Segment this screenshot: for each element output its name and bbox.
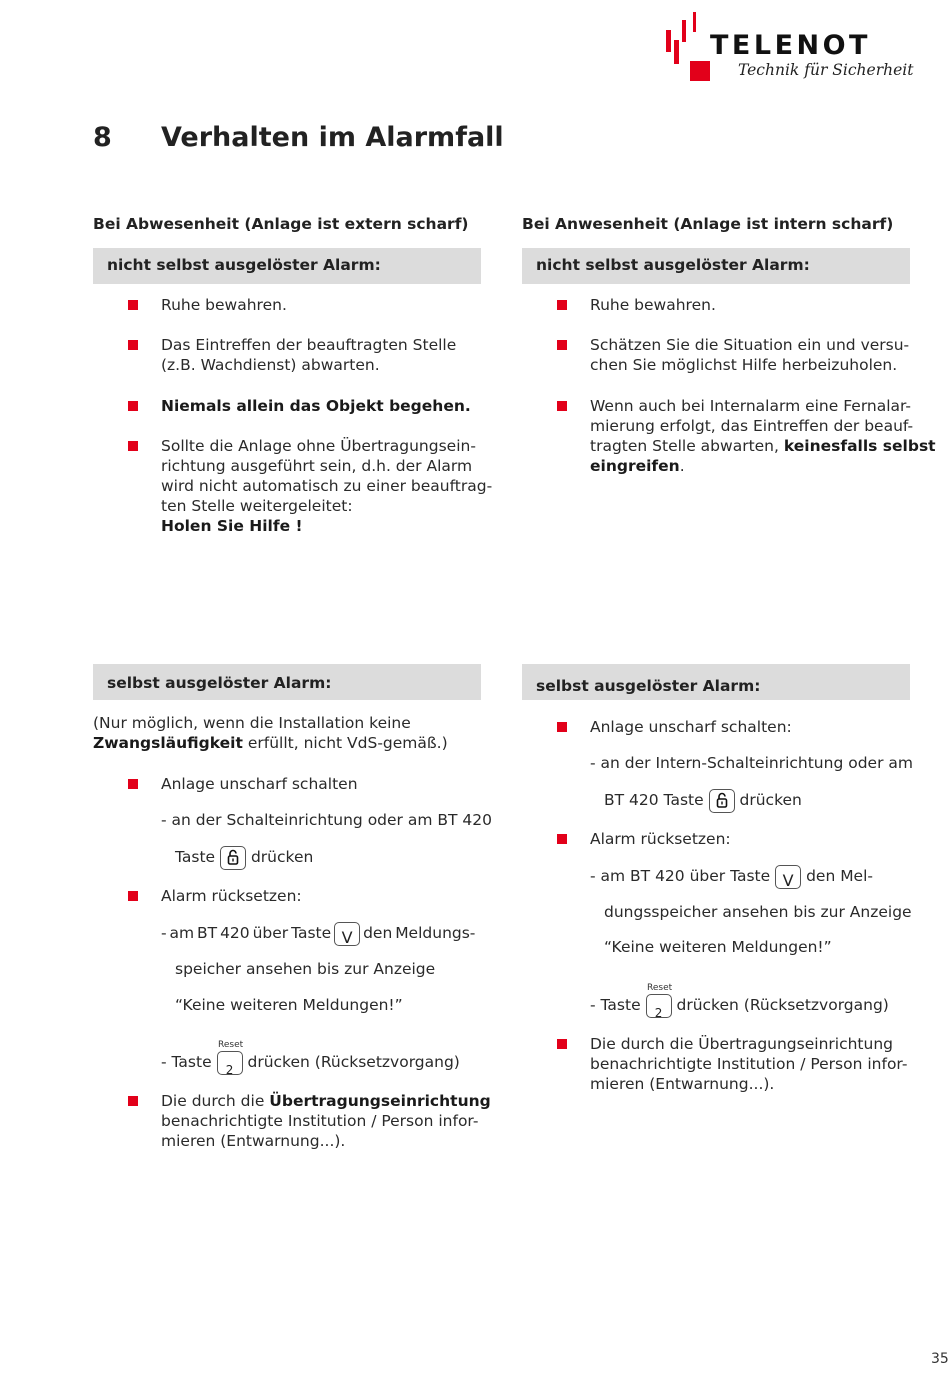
unlock-icon [221, 847, 245, 869]
right-step2-reset: - Taste 2 drücken (Rücksetzvorgang) [590, 991, 889, 1019]
left-item-3: Niemals allein das Objekt begehen. [161, 397, 471, 415]
left-section1-bar [93, 248, 481, 284]
left-item-4: Sollte die Anlage ohne Übertragungsein- richtung ausgeführt sein, d.h. der Alarm wird nicht automatisch zu einer beauftrag- ten Stelle weitergeleitet: Holen Sie Hilfe ! [161, 437, 493, 535]
bullet-icon [128, 401, 138, 411]
right-section2-bar [522, 664, 910, 700]
left-section2-bar [93, 664, 481, 700]
left-step2-line2: speicher ansehen bis zur Anzeige [175, 960, 436, 978]
bullet-icon [557, 340, 567, 350]
bullet-icon [128, 441, 138, 451]
left-section1-title: nicht selbst ausgelöster Alarm: [107, 256, 381, 274]
bullet-icon [128, 1096, 138, 1106]
right-step1-sub2: BT 420 Taste drücken [604, 786, 802, 814]
bullet-icon [557, 834, 567, 844]
telenot-logo-mark [664, 12, 712, 82]
right-step2: Alarm rücksetzen: [590, 830, 731, 848]
unlock-key-button [709, 789, 735, 813]
bullet-icon [128, 300, 138, 310]
left-section2-title: selbst ausgelöster Alarm: [107, 674, 332, 692]
unlock-key-button [220, 846, 246, 870]
right-step1-sub: - an der Intern-Schalteinrichtung oder am [590, 754, 913, 772]
right-section2-title: selbst ausgelöster Alarm: [536, 677, 761, 695]
left-item-2: Das Eintreffen der beauftragten Stelle (z.B. Wachdienst) abwarten. [161, 336, 457, 374]
left-heading: Bei Abwesenheit (Anlage ist extern scharf) [93, 215, 469, 233]
brand-tagline: Technik für Sicherheit [738, 61, 914, 79]
right-step2-line3: “Keine weiteren Meldungen!” [604, 938, 832, 956]
unlock-icon [710, 790, 734, 812]
chapter-number: 8 [93, 122, 112, 153]
chapter-title: Verhalten im Alarmfall [161, 122, 504, 153]
left-intro: (Nur möglich, wenn die Installation keine Zwangsläufigkeit erfüllt, nicht VdS-gemäß.) [93, 714, 448, 752]
down-key-button [334, 922, 360, 946]
reset-key-button: 2 [646, 994, 672, 1018]
left-step1-sub: - an der Schalteinrichtung oder am BT 420 [161, 811, 492, 829]
bullet-icon [557, 300, 567, 310]
right-step3: Die durch die Übertragungseinrichtung benachrichtigte Institution / Person infor- mieren (Entwarnung...). [590, 1035, 908, 1093]
brand-name: TELENOT [710, 30, 871, 61]
left-step2-reset: - Taste 2 drücken (Rücksetzvorgang) [161, 1048, 460, 1076]
bullet-icon [128, 891, 138, 901]
bullet-icon [128, 779, 138, 789]
reset-key-label: Reset [647, 983, 673, 993]
right-heading: Bei Anwesenheit (Anlage ist intern scharf) [522, 215, 894, 233]
left-step3: Die durch die Übertragungseinrichtung benachrichtigte Institution / Person infor- mieren (Entwarnung...). [161, 1092, 491, 1150]
right-section1-bar [522, 248, 910, 284]
reset-key-label: Reset [218, 1040, 244, 1050]
chevron-down-icon: V [782, 870, 794, 890]
right-item-1: Ruhe bewahren. [590, 296, 716, 314]
page-number: 35 [931, 1351, 949, 1367]
left-step1-sub2: Taste drücken [175, 843, 313, 871]
bullet-icon [557, 1039, 567, 1049]
right-step1: Anlage unscharf schalten: [590, 718, 792, 736]
left-step2-line3: “Keine weiteren Meldungen!” [175, 996, 403, 1014]
right-step2-sub: - am BT 420 über Taste V den Mel- [590, 862, 873, 890]
reset-key-button: 2 [217, 1051, 243, 1075]
right-section1-title: nicht selbst ausgelöster Alarm: [536, 256, 810, 274]
bullet-icon [128, 340, 138, 350]
chevron-down-icon: V [341, 927, 353, 947]
bullet-icon [557, 722, 567, 732]
left-item-1: Ruhe bewahren. [161, 296, 287, 314]
left-step2-sub: - am BT 420 über Taste V den Meldungs- [161, 919, 475, 947]
right-step2-line2: dungsspeicher ansehen bis zur Anzeige [604, 903, 912, 921]
left-step2: Alarm rücksetzen: [161, 887, 302, 905]
right-item-3: Wenn auch bei Internalarm eine Fernalar- mierung erfolgt, das Eintreffen der beauf- tragten Stelle abwarten, keinesfalls selbst eingreifen. [590, 397, 936, 475]
bullet-icon [557, 401, 567, 411]
left-step1: Anlage unscharf schalten [161, 775, 358, 793]
down-key-button [775, 865, 801, 889]
right-item-2: Schätzen Sie die Situation ein und versu- chen Sie möglichst Hilfe herbeizuholen. [590, 336, 910, 374]
